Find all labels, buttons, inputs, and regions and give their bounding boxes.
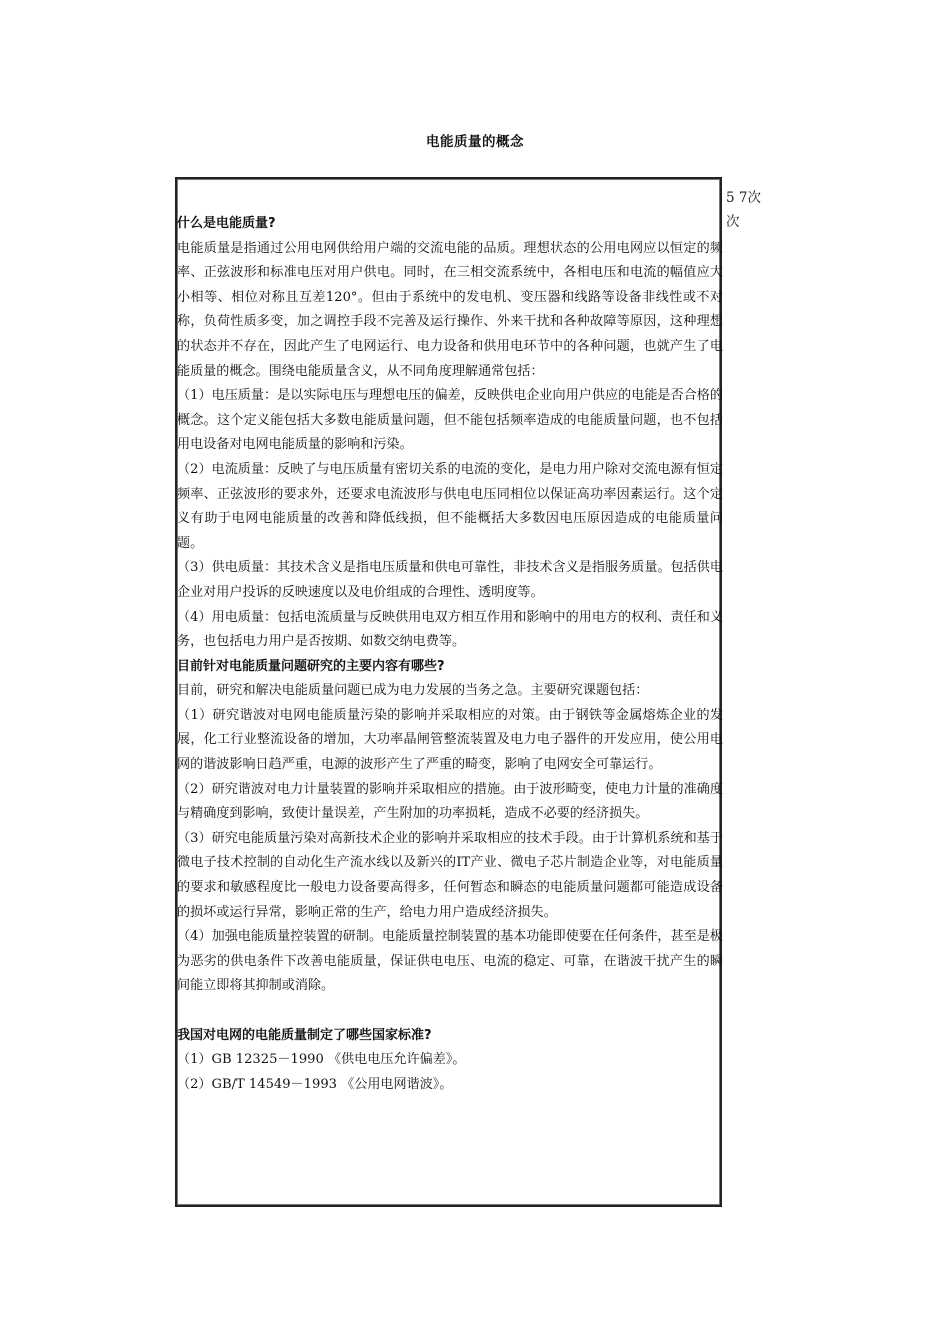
document-body	[177, 212, 723, 1097]
side-note-line: 次	[726, 214, 740, 230]
side-note	[726, 186, 761, 234]
section-heading: 什么是电能质量?	[177, 216, 276, 231]
section-heading: 我国对电网的电能质量制定了哪些国家标准?	[177, 1027, 432, 1043]
paragraph: （1）电压质量：是以实际电压与理想电压的偏差，反映供电企业向用户供应的电能是否合格的概念。这个定义能包括大多数电能质量问题，但不能包括频率造成的电能质量问题，也不包括用电设备对电网电能质量的影响和污染。	[177, 388, 723, 453]
paragraph: （1）GB 12325－1990 《供电电压允许偏差》。	[177, 1052, 466, 1068]
paragraph: （3）供电质量：其技术含义是指电压质量和供电可靠性，非技术含义是指服务质量。包括供电企业对用户投诉的反映速度以及电价组成的合理性、透明度等。	[177, 560, 723, 600]
side-note-line: 5 7次	[726, 190, 761, 206]
paragraph: （2）GB/T 14549－1993 《公用电网谐波》。	[177, 1076, 453, 1092]
paragraph: 目前，研究和解决电能质量问题已成为电力发展的当务之急。主要研究课题包括：	[177, 683, 649, 699]
paragraph: （2）研究谐波对电力计量装置的影响并采取相应的措施。由于波形畸变，使电力计量的准确度与精确度到影响，致使计量误差，产生附加的功率损耗，造成不必要的经济损失。	[177, 781, 723, 822]
paragraph: （4）加强电能质量控装置的研制。电能质量控制装置的基本功能即使要在任何条件，甚至是极为恶劣的供电条件下改善电能质量，保证供电电压、电流的稳定、可靠，在谐波干扰产生的瞬间能立即将其抑制或消除。	[177, 929, 723, 994]
document-title: 电能质量的概念	[426, 134, 524, 150]
spacer	[177, 999, 723, 1024]
paragraph: （4）用电质量：包括电流质量与反映供用电双方相互作用和影响中的用电方的权利、责任和义务，也包括电力用户是否按期、如数交纳电费等。	[177, 609, 723, 650]
paragraph: 电能质量是指通过公用电网供给用户端的交流电能的品质。理想状态的公用电网应以恒定的频率、正弦波形和标准电压对用户供电。同时，在三相交流系统中，各相电压和电流的幅值应大小相等、相位对称且互差120°。但由于系统中的发电机、变压器和线路等设备非线性或不对称，负荷性质多变，加之调控手段不完善及运行操作、外来干扰和各种故障等原因，这种理想的状态并不存在，因此产生了电网运行、电力设备和供用电环节中的各种问题，也就产生了电能质量的概念。围绕电能质量含义，从不同角度理解通常包括：	[177, 240, 723, 379]
paragraph: （1）研究谐波对电网电能质量污染的影响并采取相应的对策。由于钢铁等金属熔炼企业的发展，化工行业整流设备的增加，大功率晶闸管整流装置及电力电子器件的开发应用，使公用电网的谐波影响日趋严重，电源的波形产生了严重的畸变，影响了电网安全可靠运行。	[177, 707, 723, 773]
paragraph: （2）电流质量：反映了与电压质量有密切关系的电流的变化，是电力用户除对交流电源有恒定频率、正弦波形的要求外，还要求电流波形与供电电压同相位以保证高功率因素运行。这个定义有助于电网电能质量的改善和降低线损，但不能概括大多数因电压原因造成的电能质量问题。	[177, 461, 723, 551]
section-heading: 目前针对电能质量问题研究的主要内容有哪些?	[177, 658, 445, 674]
paragraph: （3）研究电能质量污染对高新技术企业的影响并采取相应的技术手段。由于计算机系统和基于微电子技术控制的自动化生产流水线以及新兴的IT产业、微电子芯片制造企业等，对电能质量的要求和敏感程度比一般电力设备要高得多，任何暂态和瞬态的电能质量问题都可能造成设备的损坏或运行异常，影响正常的生产，给电力用户造成经济损失。	[177, 830, 723, 920]
